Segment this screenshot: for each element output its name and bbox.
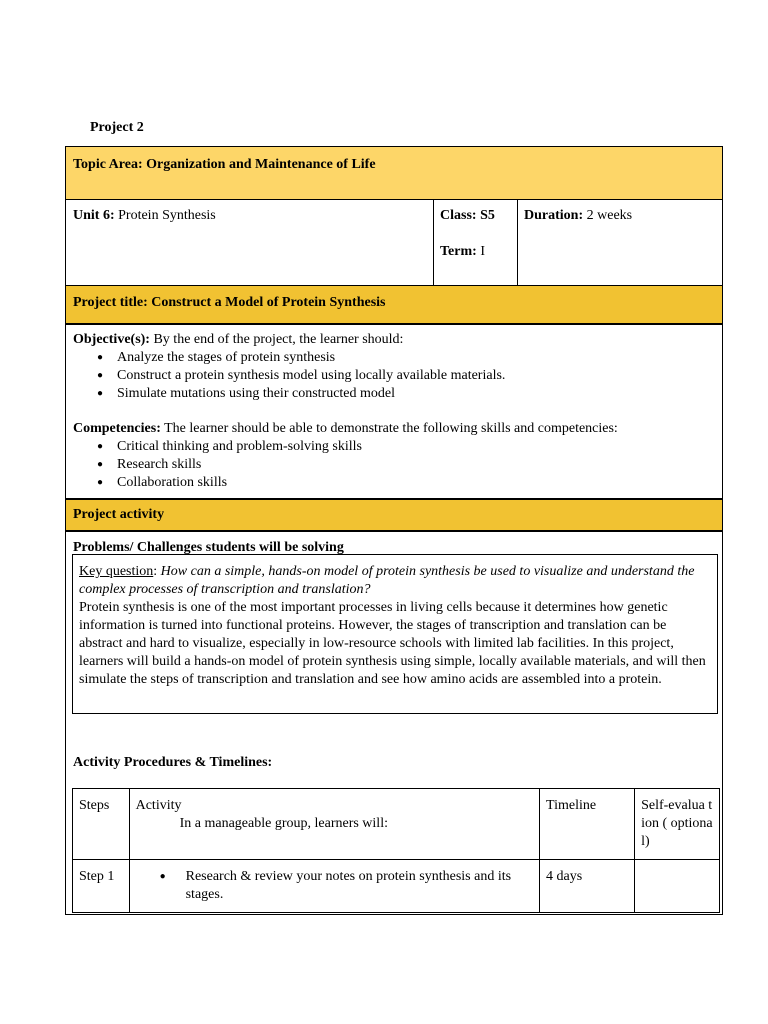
- list-item: ● Construct a protein synthesis model using locally available materials.: [73, 367, 505, 385]
- class-field: [440, 207, 495, 225]
- procedures-heading: Activity Procedures & Timelines:: [73, 755, 273, 770]
- competencies-label: Competencies:: [73, 421, 161, 436]
- topic-area-row: [66, 147, 722, 199]
- topic-area: [73, 156, 376, 174]
- objectives-text: By the end of the project, the learner should:: [153, 332, 404, 347]
- activity-text: ● Research & review your notes on protein synthesis and its stages.: [136, 868, 533, 904]
- duration-value: 2 weeks: [586, 208, 633, 223]
- competencies-list: [73, 438, 362, 492]
- objectives-label: Objective(s):: [73, 332, 150, 347]
- problem-description: Protein synthesis is one of the most important processes in living cells because it determines how genetic information is turned into functional proteins. However, the stages of transcription and translation can be abstract and hard to visualize, especially in low-resource schools with limited lab facilities. In this project, learners will build a hands-on model of protein synthesis using simple, locally available materials, and will then simulate the steps of transcription and translation and see how amino acids are assembled into a protein.: [79, 600, 706, 687]
- unit-field: [73, 207, 216, 225]
- self-eval-cell: [635, 860, 720, 913]
- term-value: I: [480, 244, 485, 259]
- list-item: ● Simulate mutations using their constructed model: [73, 385, 505, 403]
- project-title-value: Construct a Model of Protein Synthesis: [151, 295, 386, 310]
- class-label: Class:: [440, 208, 477, 223]
- unit-label: Unit 6:: [73, 208, 115, 223]
- term-label: Term:: [440, 244, 477, 259]
- step-cell: Step 1: [73, 860, 130, 913]
- unit-value: Protein Synthesis: [118, 208, 216, 223]
- project-title: [73, 294, 385, 312]
- header-activity-subtitle: In a manageable group, learners will:: [179, 816, 388, 831]
- header-timeline: Timeline: [540, 789, 635, 860]
- project-title-label: Project title:: [73, 295, 148, 310]
- key-question-label: Key question: [79, 564, 154, 579]
- header-activity-label: Activity: [135, 798, 182, 813]
- topic-area-label: Topic Area:: [73, 157, 143, 172]
- project-title-row: [66, 286, 722, 323]
- header-activity: [129, 789, 539, 860]
- competencies-intro: [73, 420, 618, 438]
- class-value: S5: [480, 208, 495, 223]
- problem-box: Key question: How can a simple, hands-on model of protein synthesis be used to visualize and understand the complex processes of transcription and translation? Protein synthesis is one of the most important processes in living cells because it determines how genetic information is turned into functional proteins. However, the stages of transcription and translation can be abstract and hard to visualize, especially in low-resource schools with limited lab facilities. In this project, learners will build a hands-on model of protein synthesis using simple, locally available materials, and will then simulate the steps of transcription and translation and see how amino acids are assembled into a protein.: [72, 554, 718, 714]
- list-item: ● Analyze the stages of protein synthesis: [73, 349, 505, 367]
- list-item: ● Research skills: [73, 456, 362, 474]
- objectives-intro: [73, 331, 403, 349]
- competencies-text: The learner should be able to demonstrate the following skills and competencies:: [164, 421, 618, 436]
- list-item: ● Collaboration skills: [73, 474, 362, 492]
- project-label: Project 2: [90, 120, 144, 135]
- timeline-cell: 4 days: [540, 860, 635, 913]
- table-row: [73, 860, 720, 913]
- list-item: ● Critical thinking and problem-solving skills: [73, 438, 362, 456]
- objectives-list: [73, 349, 505, 403]
- project-activity-label: Project activity: [73, 507, 165, 522]
- term-field: [440, 243, 485, 261]
- table-header-row: [73, 789, 720, 860]
- duration-field: [524, 207, 632, 225]
- activity-cell: [129, 860, 539, 913]
- procedures-table: [72, 788, 720, 913]
- project-activity-row: [66, 500, 722, 530]
- duration-label: Duration:: [524, 208, 584, 223]
- problems-heading: Problems/ Challenges students will be solving: [73, 540, 344, 555]
- key-question-text: How can a simple, hands-on model of protein synthesis be used to visualize and understand the complex processes of transcription and translation?: [79, 564, 695, 597]
- header-steps: Steps: [73, 789, 130, 860]
- header-self-evaluation: Self-evalua tion ( optional): [635, 789, 720, 860]
- project-card: [65, 146, 723, 915]
- topic-area-value: Organization and Maintenance of Life: [146, 157, 376, 172]
